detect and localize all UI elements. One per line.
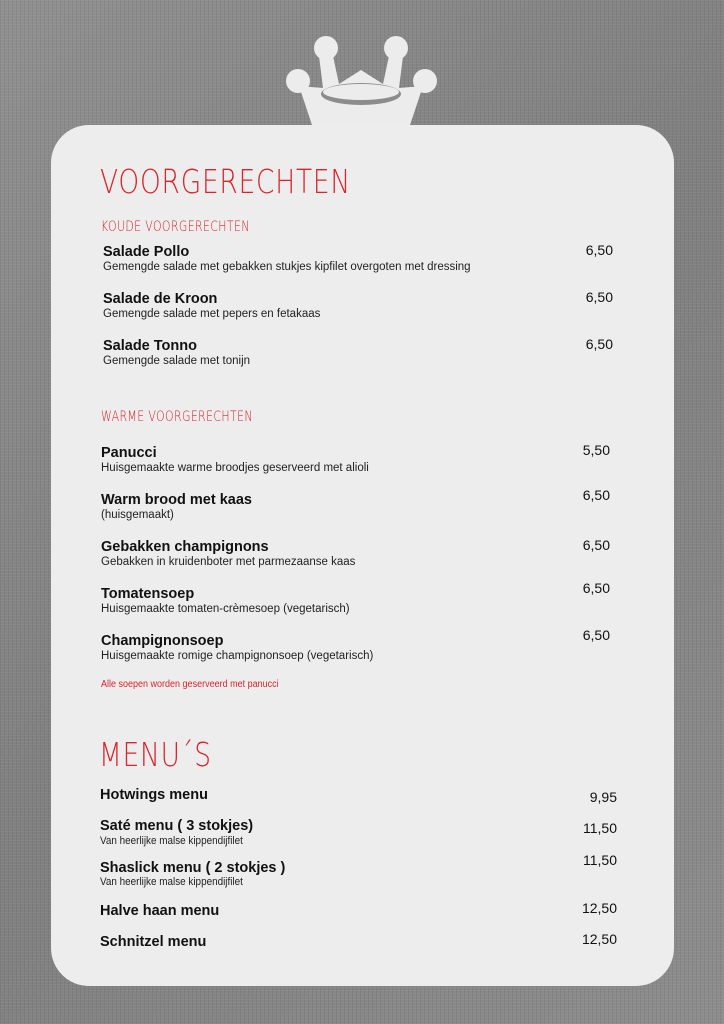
- item-price: 6,50: [585, 336, 613, 352]
- item-name: Gebakken champignons: [101, 539, 269, 555]
- item-price: 6,50: [582, 537, 610, 553]
- item-name: Hotwings menu: [100, 787, 208, 803]
- item-price: 6,50: [582, 487, 610, 503]
- item-name: Saté menu ( 3 stokjes): [100, 818, 254, 834]
- item-price: 9,95: [589, 789, 617, 805]
- soup-note: Alle soepen worden geserveerd met panucci: [101, 679, 279, 690]
- subsection-title-koude: KOUDE VOORGERECHTEN: [101, 219, 250, 235]
- item-price: 6,50: [585, 289, 613, 305]
- item-price: 6,50: [582, 627, 610, 643]
- item-price: 12,50: [581, 900, 617, 916]
- section-title-menus: MENU´S: [99, 735, 212, 774]
- item-price: 12,50: [581, 931, 617, 947]
- item-name: Panucci: [101, 445, 157, 461]
- item-description: (huisgemaakt): [101, 509, 174, 521]
- item-description: Gebakken in kruidenboter met parmezaanse kaas: [101, 556, 356, 568]
- item-price: 11,50: [583, 820, 617, 836]
- item-name: Schnitzel menu: [100, 934, 207, 950]
- item-name: Warm brood met kaas: [101, 492, 252, 508]
- item-name: Salade de Kroon: [103, 291, 218, 307]
- section-title-voorgerechten: VOORGERECHTEN: [100, 162, 351, 201]
- item-description: Huisgemaakte tomaten-crèmesoep (vegetarisch): [101, 603, 350, 615]
- item-description: Huisgemaakte warme broodjes geserveerd met alioli: [101, 462, 369, 474]
- item-name: Tomatensoep: [101, 586, 195, 602]
- menu-card: [51, 125, 674, 986]
- item-name: Shaslick menu ( 2 stokjes ): [100, 860, 286, 876]
- item-price: 6,50: [582, 580, 610, 596]
- item-price: 11,50: [583, 852, 617, 868]
- item-price: 5,50: [582, 442, 610, 458]
- item-description: Van heerlijke malse kippendijfilet: [100, 876, 243, 888]
- item-price: 6,50: [585, 242, 613, 258]
- item-description: Huisgemaakte romige champignonsoep (vegetarisch): [101, 650, 374, 662]
- item-description: Gemengde salade met tonijn: [103, 355, 251, 367]
- subsection-title-warme: WARME VOORGERECHTEN: [101, 409, 253, 425]
- item-name: Salade Pollo: [103, 244, 190, 260]
- item-name: Salade Tonno: [103, 338, 197, 354]
- item-description: Van heerlijke malse kippendijfilet: [100, 835, 243, 847]
- item-name: Halve haan menu: [100, 903, 220, 919]
- item-description: Gemengde salade met pepers en fetakaas: [103, 308, 321, 320]
- item-description: Gemengde salade met gebakken stukjes kipfilet overgoten met dressing: [103, 261, 471, 273]
- item-name: Champignonsoep: [101, 633, 224, 649]
